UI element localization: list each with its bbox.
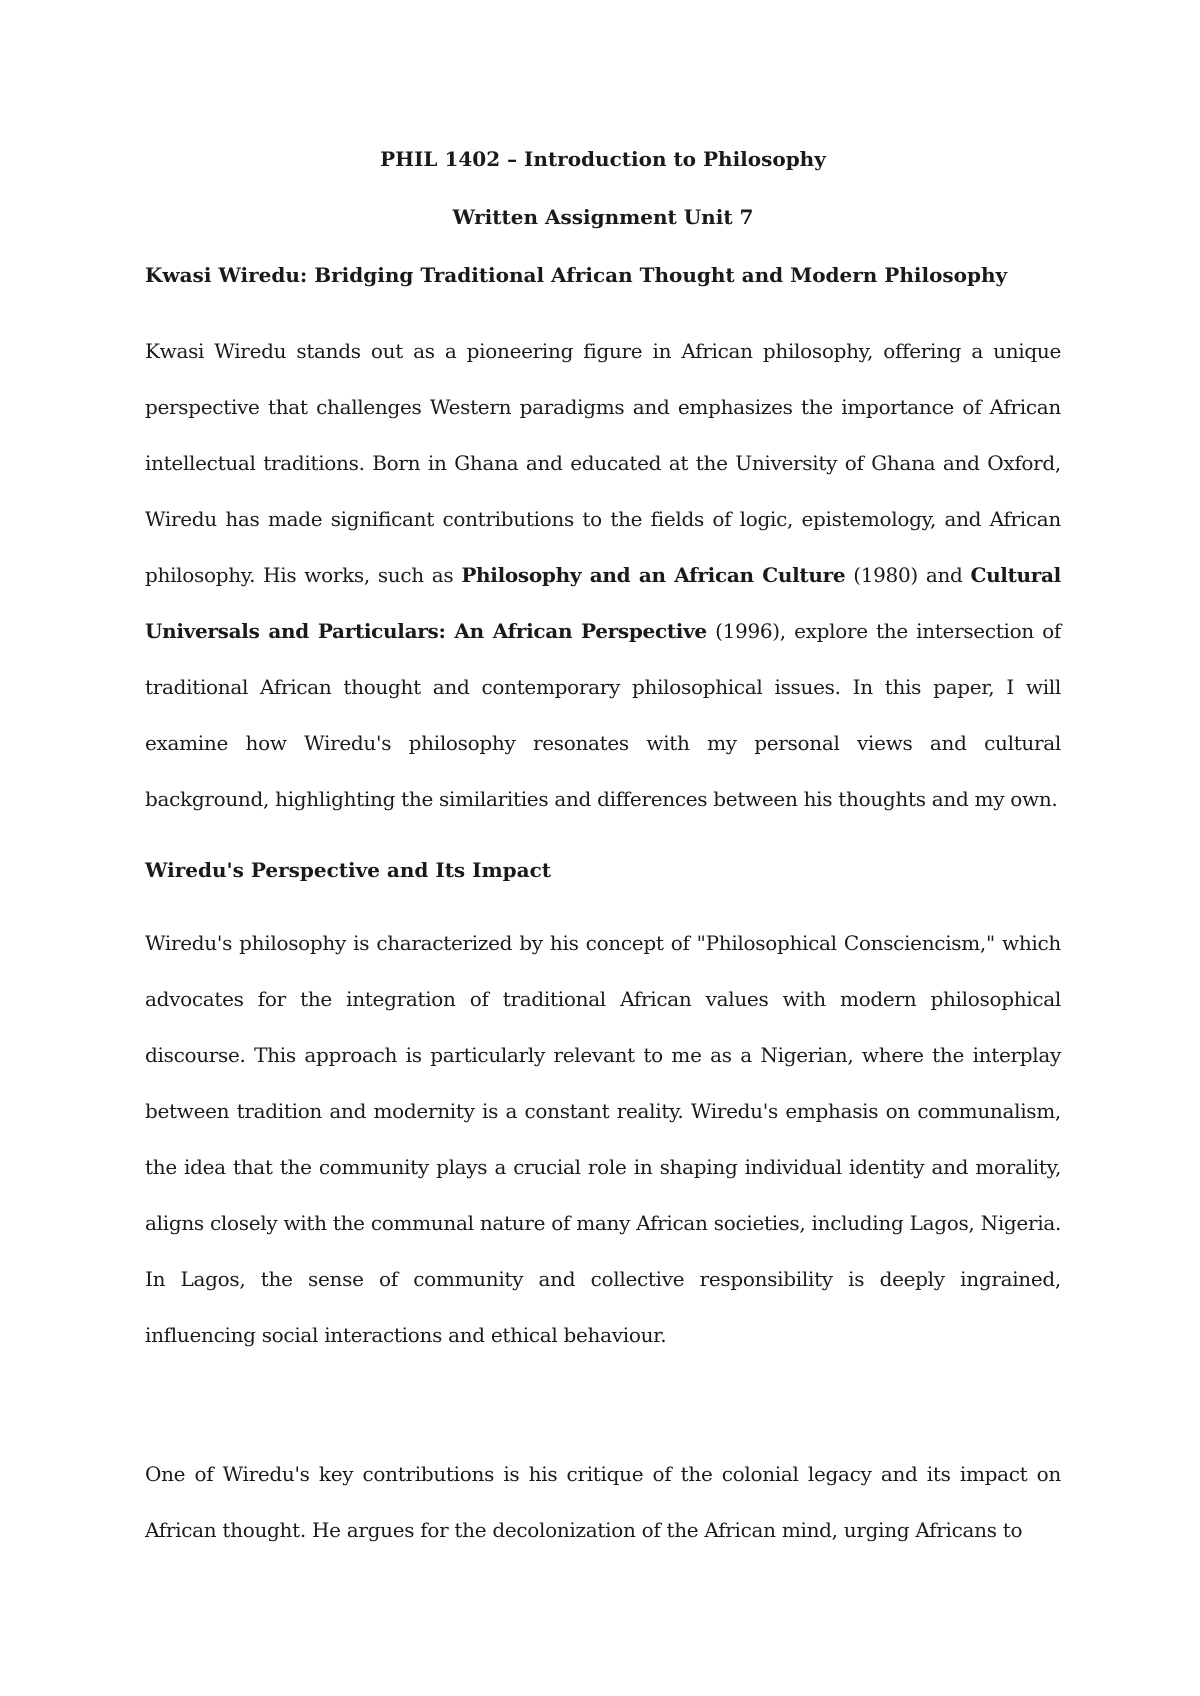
main-heading: Kwasi Wiredu: Bridging Traditional African Thought and Modern Philosophy [145, 263, 1008, 287]
intro-text-2: (1980) and [845, 563, 971, 587]
book-title-2: Cultural Universals and Particulars: An African Perspective [145, 563, 1061, 643]
intro-paragraph [145, 323, 1061, 827]
book-title-1: Philosophy and an African Culture [461, 563, 846, 587]
document-page [145, 0, 1061, 1696]
intro-text-3: (1996), explore the intersection of traditional African thought and contemporary philosophical issues. In this paper, I will examine how Wiredu's philosophy resonates with my personal views and cultural background, highlighting the similarities and differences between his thoughts and my own. [145, 619, 1061, 811]
course-title: PHIL 1402 – Introduction to Philosophy [380, 147, 826, 171]
intro-text-1: Kwasi Wiredu stands out as a pioneering figure in African philosophy, offering a unique perspective that challenges Western paradigms and emphasizes the importance of African intellectual traditions. Born in Ghana and educated at the University of Ghana and Oxford, Wiredu has made significant contributions to the fields of logic, epistemology, and African philosophy. His works, such as [145, 339, 1061, 587]
assignment-title: Written Assignment Unit 7 [452, 205, 754, 229]
perspective-paragraph: Wiredu's philosophy is characterized by his concept of "Philosophical Consciencism," which advocates for the integration of traditional African values with modern philosophical discourse. This approach is particularly relevant to me as a Nigerian, where the interplay between tradition and modernity is a constant reality. Wiredu's emphasis on communalism, the idea that the community plays a crucial role in shaping individual identity and morality, aligns closely with the communal nature of many African societies, including Lagos, Nigeria. In Lagos, the sense of community and collective responsibility is deeply ingrained, influencing social interactions and ethical behaviour. [145, 931, 1061, 1347]
critique-paragraph: One of Wiredu's key contributions is his critique of the colonial legacy and its impact on African thought. He argues for the decolonization of the African mind, urging Africans to [145, 1462, 1061, 1542]
section-heading: Wiredu's Perspective and Its Impact [145, 858, 552, 882]
